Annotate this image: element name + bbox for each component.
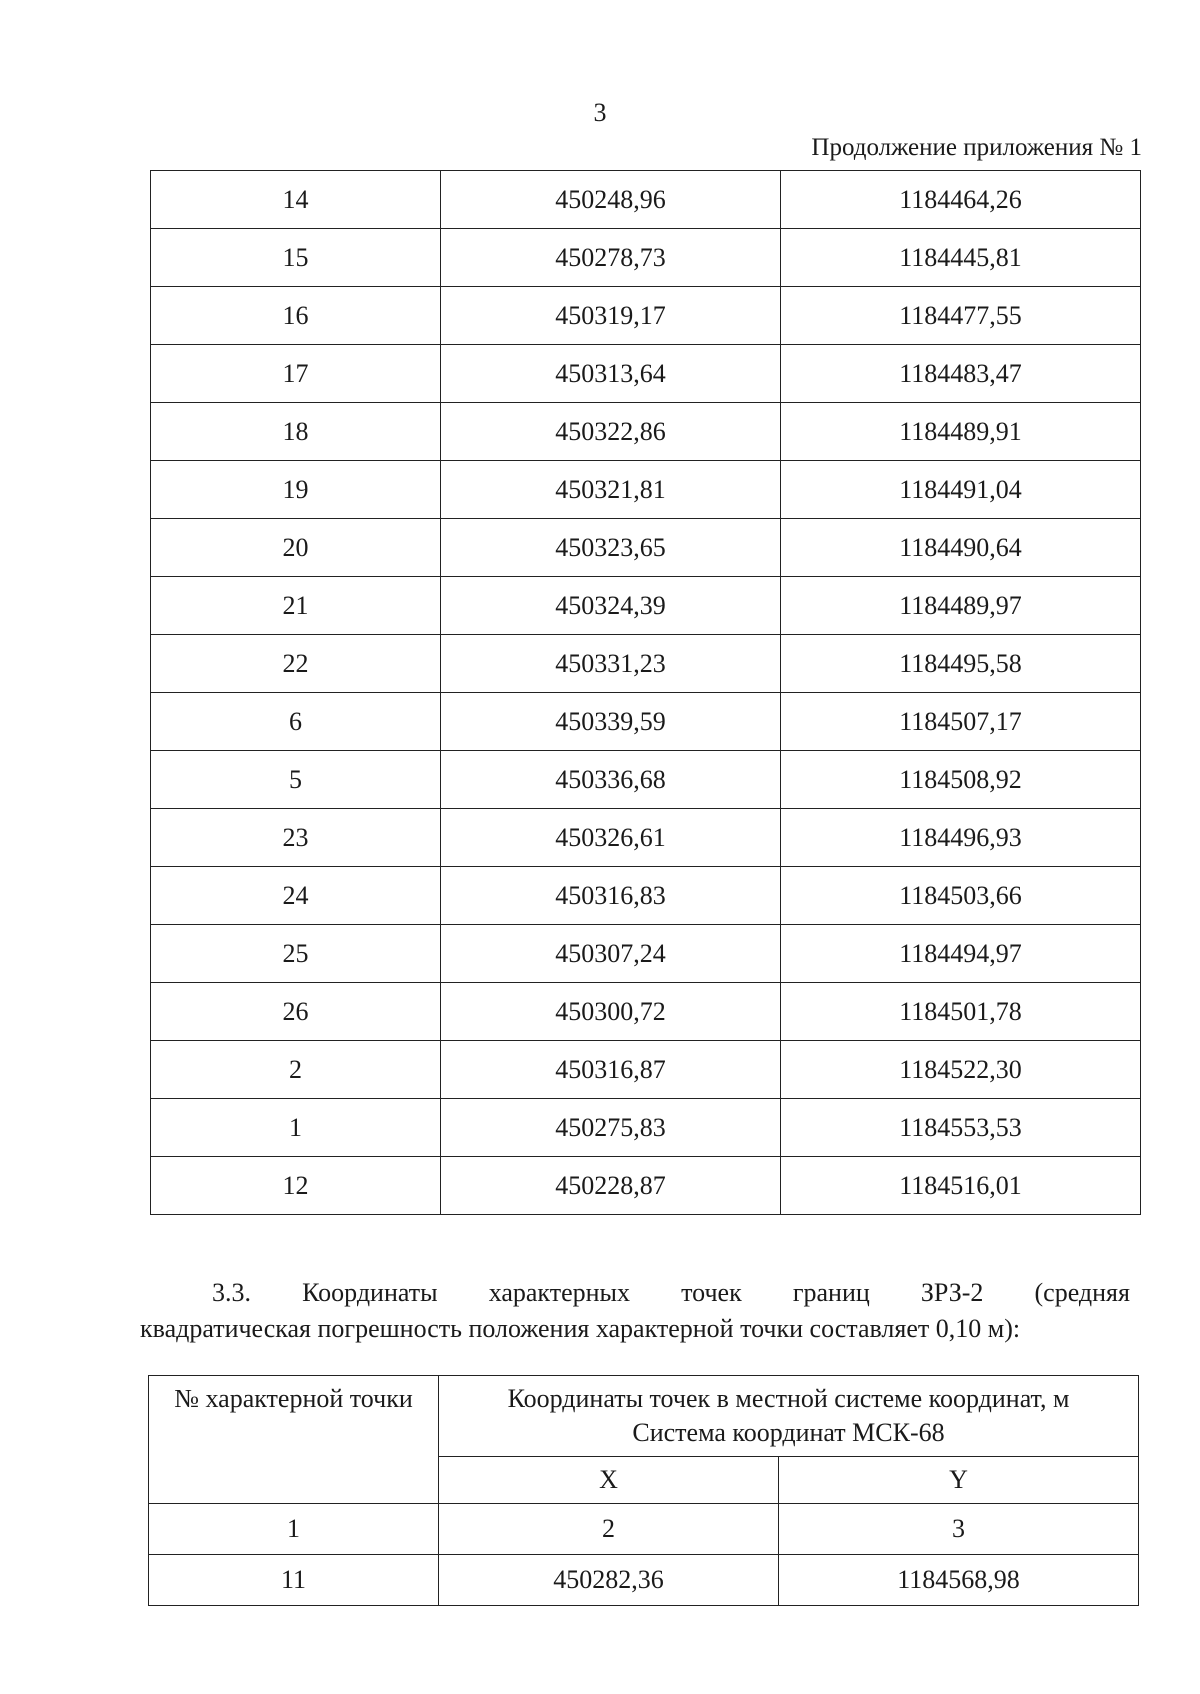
point-number-cell: 19 [151, 461, 441, 519]
table-row [151, 925, 1141, 983]
y-coordinate-cell: 1184490,64 [781, 519, 1141, 577]
header-axis-y: Y [779, 1457, 1139, 1504]
x-coordinate-cell: 450278,73 [441, 229, 781, 287]
paragraph-word: характерных [488, 1278, 630, 1307]
y-coordinate-cell: 1184489,91 [781, 403, 1141, 461]
table-row [151, 693, 1141, 751]
point-number-cell: 5 [151, 751, 441, 809]
header-coordinate-system: Система координат МСК-68 [632, 1418, 945, 1447]
x-coordinate-cell: 450307,24 [441, 925, 781, 983]
y-coordinate-cell: 1184494,97 [781, 925, 1141, 983]
table-row [151, 983, 1141, 1041]
x-coordinate-cell: 450300,72 [441, 983, 781, 1041]
y-coordinate-cell: 1184553,53 [781, 1099, 1141, 1157]
table-row [151, 635, 1141, 693]
point-number-cell: 15 [151, 229, 441, 287]
column-number-1: 1 [149, 1504, 439, 1555]
point-number-cell: 24 [151, 867, 441, 925]
point-number-cell: 16 [151, 287, 441, 345]
y-coordinate-cell: 1184522,30 [781, 1041, 1141, 1099]
y-coordinate-cell: 1184491,04 [781, 461, 1141, 519]
y-coordinate-cell: 1184508,92 [781, 751, 1141, 809]
y-coordinate-cell: 1184483,47 [781, 345, 1141, 403]
x-coordinate-cell: 450322,86 [441, 403, 781, 461]
table-row [151, 171, 1141, 229]
section-3-3-paragraph [140, 1275, 1130, 1347]
table-row [149, 1555, 1139, 1606]
y-coordinate-cell: 1184489,97 [781, 577, 1141, 635]
y-coordinate-cell: 1184464,26 [781, 171, 1141, 229]
x-coordinate-cell: 450316,83 [441, 867, 781, 925]
table-row [151, 461, 1141, 519]
x-coordinate-cell: 450313,64 [441, 345, 781, 403]
table-row [151, 867, 1141, 925]
x-coordinate-cell: 450282,36 [439, 1555, 779, 1606]
table-row [151, 751, 1141, 809]
header-axis-x: X [439, 1457, 779, 1504]
page-number: 3 [593, 98, 607, 127]
paragraph-word: точек [681, 1278, 742, 1307]
point-number-cell: 26 [151, 983, 441, 1041]
y-coordinate-cell: 1184477,55 [781, 287, 1141, 345]
zrz-2-coordinates-table [148, 1375, 1139, 1606]
paragraph-line-1 [140, 1275, 1130, 1311]
column-number-2: 2 [439, 1504, 779, 1555]
y-coordinate-cell: 1184496,93 [781, 809, 1141, 867]
point-number-cell: 1 [151, 1099, 441, 1157]
column-number-3: 3 [779, 1504, 1139, 1555]
x-coordinate-cell: 450339,59 [441, 693, 781, 751]
y-coordinate-cell: 1184445,81 [781, 229, 1141, 287]
point-number-cell: 20 [151, 519, 441, 577]
table-row [151, 229, 1141, 287]
table-row [151, 809, 1141, 867]
point-number-cell: 2 [151, 1041, 441, 1099]
paragraph-word: Координаты [302, 1278, 438, 1307]
y-coordinate-cell: 1184501,78 [781, 983, 1141, 1041]
point-number-cell: 25 [151, 925, 441, 983]
point-number-cell: 12 [151, 1157, 441, 1215]
x-coordinate-cell: 450336,68 [441, 751, 781, 809]
x-coordinate-cell: 450319,17 [441, 287, 781, 345]
y-coordinate-cell: 1184516,01 [781, 1157, 1141, 1215]
x-coordinate-cell: 450316,87 [441, 1041, 781, 1099]
point-number-cell: 17 [151, 345, 441, 403]
table-row [151, 1157, 1141, 1215]
point-number-cell: 6 [151, 693, 441, 751]
point-number-cell: 23 [151, 809, 441, 867]
point-number-cell: 11 [149, 1555, 439, 1606]
point-number-cell: 18 [151, 403, 441, 461]
x-coordinate-cell: 450324,39 [441, 577, 781, 635]
x-coordinate-cell: 450248,96 [441, 171, 781, 229]
table-row [151, 287, 1141, 345]
paragraph-word: ЗРЗ-2 [920, 1278, 984, 1307]
x-coordinate-cell: 450326,61 [441, 809, 781, 867]
y-coordinate-cell: 1184495,58 [781, 635, 1141, 693]
y-coordinate-cell: 1184503,66 [781, 867, 1141, 925]
table-row [151, 1041, 1141, 1099]
continuation-label: Продолжение приложения № 1 [811, 134, 1142, 161]
header-point-number: № характерной точки [149, 1376, 439, 1504]
paragraph-word: (средняя [1034, 1278, 1130, 1307]
table-row [151, 577, 1141, 635]
x-coordinate-cell: 450228,87 [441, 1157, 781, 1215]
x-coordinate-cell: 450323,65 [441, 519, 781, 577]
paragraph-word: 3.3. [212, 1278, 251, 1307]
table-row [151, 345, 1141, 403]
point-number-cell: 22 [151, 635, 441, 693]
header-coordinates [439, 1376, 1139, 1457]
x-coordinate-cell: 450321,81 [441, 461, 781, 519]
paragraph-word: границ [792, 1278, 870, 1307]
y-coordinate-cell: 1184507,17 [781, 693, 1141, 751]
point-number-cell: 21 [151, 577, 441, 635]
paragraph-line-2: квадратическая погрешность положения характерной точки составляет 0,10 м): [140, 1314, 1021, 1343]
header-coordinates-title: Координаты точек в местной системе координат, м [507, 1384, 1070, 1413]
x-coordinate-cell: 450275,83 [441, 1099, 781, 1157]
table-row [151, 403, 1141, 461]
table-row [151, 519, 1141, 577]
x-coordinate-cell: 450331,23 [441, 635, 781, 693]
table-row [151, 1099, 1141, 1157]
coordinates-table-continued [150, 170, 1141, 1215]
y-coordinate-cell: 1184568,98 [779, 1555, 1139, 1606]
point-number-cell: 14 [151, 171, 441, 229]
